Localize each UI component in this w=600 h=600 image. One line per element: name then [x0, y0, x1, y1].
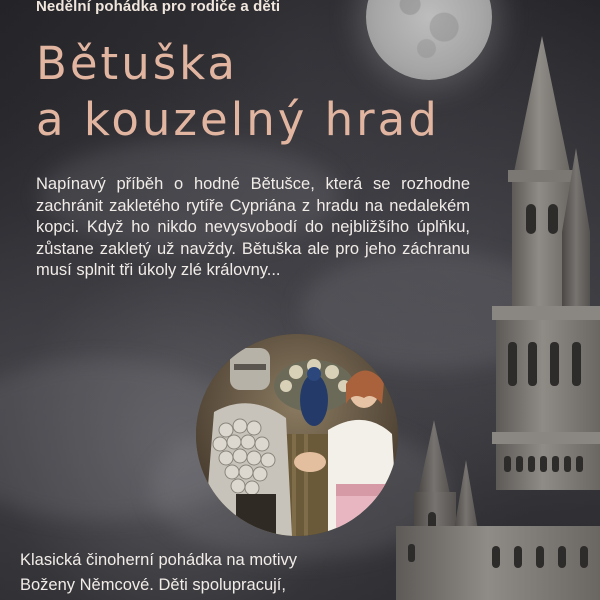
event-title: [36, 36, 440, 148]
performance-photo: [196, 334, 398, 536]
description-line-2: Boženy Němcové. Děti spolupracují,: [20, 576, 286, 594]
title-line-2: a kouzelný hrad: [36, 93, 440, 146]
title-line-1: Bětuška: [36, 37, 239, 90]
description-line-1: Klasická činoherní pohádka na motivy: [20, 551, 297, 569]
synopsis-text: Napínavý příběh o hodné Bětušce, která se rozhodne zachránit zakletého rytíře Cypriána z hradu na nedalekém kopci. Když ho nikdo nevysvobodí do nejbližšího úplňku, zůstane zakletý už navždy. Bětuška ale pro jeho záchranu musí splnit tři úkoly zlé královny...: [36, 175, 470, 279]
event-subtitle: Nedělní pohádka pro rodiče a děti: [36, 0, 281, 15]
castle-image: [396, 36, 600, 600]
description-footer: [20, 548, 400, 598]
